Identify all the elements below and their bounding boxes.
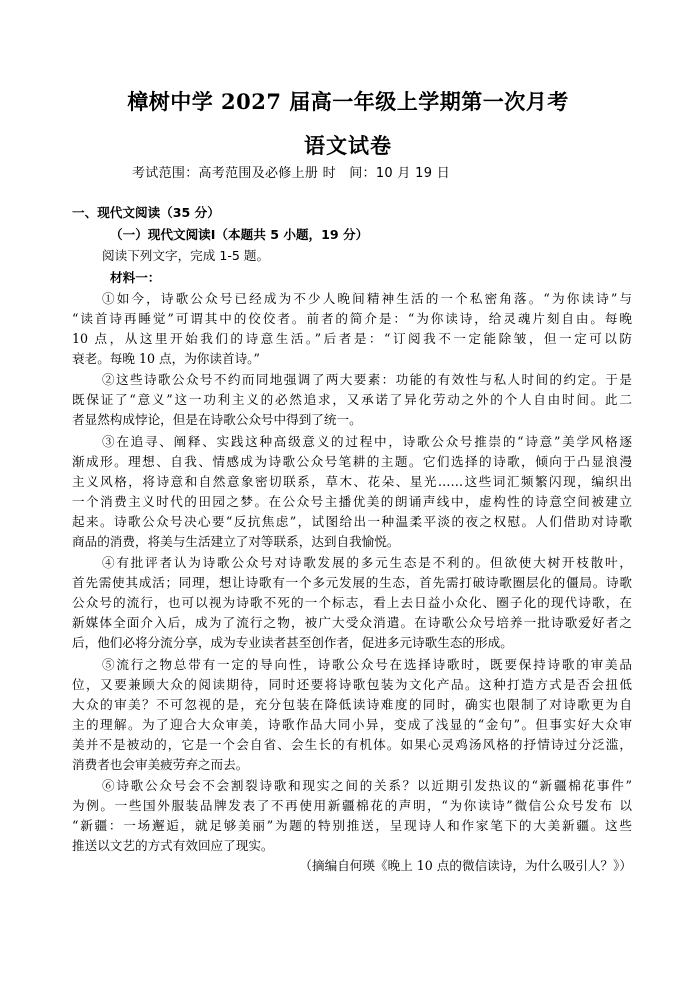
paragraph-line: 推送以文艺的方式有效回应了现实。 xyxy=(72,838,274,853)
paragraph-line: 后，他们必将分流分享，成为专业读者甚至创作者，促进多元诗歌生态的形成。 xyxy=(72,635,513,650)
paragraph-line: 美并不是被动的，它是一个会自省、会生长的有机体。如果心灵鸡汤风格的抒情诗过分泛滥， xyxy=(72,737,632,752)
paragraph-line: 10 点，从这里开始我们的诗意生活。”后者是：“订阅我不一定能除皱，但一定可以防 xyxy=(72,331,632,346)
paragraph-line: ③在追寻、阐释、实践这种高级意义的过程中，诗歌公众号推崇的“诗意”美学风格逐 xyxy=(102,434,632,449)
exam-subtitle: 语文试卷 xyxy=(304,133,392,158)
paragraph-line: 公众号的流行，也可以视为诗歌不死的一个标志，看上去日益小众化、圈子化的现代诗歌，在 xyxy=(72,595,632,610)
paragraph-line: 为例。一些国外服装品牌发表了不再使用新疆棉花的声明，“为你读诗”微信公众号发布 以 xyxy=(72,798,632,813)
exam-title: 樟树中学 2027 届高一年级上学期第一次月考 xyxy=(127,89,569,114)
paragraph-line: ①如今，诗歌公众号已经成为不少人晚间精神生活的一个私密角落。“为你读诗”与 xyxy=(102,291,632,306)
paragraph-line: 一个消费主义时代的田园之梦。在公众号主播优美的朗诵声线中，虚构性的诗意空间被建立 xyxy=(72,494,632,509)
paragraph-line: ②这些诗歌公众号不约而同地强调了两大要素：功能的有效性与私人时间的约定。于是 xyxy=(102,372,632,387)
sub-section-heading: （一）现代文阅读Ⅰ（本题共 5 小题，19 分） xyxy=(110,227,369,242)
paragraph-line: 衰老。每晚 10 点，为你读首诗。” xyxy=(72,351,260,366)
paragraph-line: 者显然构成悖论，但是在诗歌公众号中得到了统一。 xyxy=(72,412,362,427)
paragraph-line: “读首诗再睡觉”可谓其中的佼佼者。前者的简介是：“为你读诗，给灵魂片刻自由。每晚 xyxy=(72,311,632,326)
paragraph-line: ④有批评者认为诗歌公众号对诗歌发展的多元生态是不利的。但欲使大树开枝散叶， xyxy=(102,555,632,570)
paragraph-line: 大众的审美？不可忽视的是，充分包装在降低读诗难度的同时，确实也限制了对诗歌更为自 xyxy=(72,697,632,712)
paragraph-line: “新疆：一场邂逅，就足够美丽”为题的特别推送，呈现诗人和作家笔下的大美新疆。这些 xyxy=(72,818,632,833)
paragraph-line: 位，又要兼顾大众的阅读期待，同时还要将诗歌包装为文化产品。这种打造方式是否会扭低 xyxy=(72,677,632,692)
paragraph-line: 首先需使其成活；同理，想让诗歌有一个多元发展的生态，首先需打破诗歌圈层化的僵局。诗歌 xyxy=(72,575,632,590)
paragraph-line: 商品的消费，将美与生活建立了对等联系，达到自我愉悦。 xyxy=(72,534,400,549)
section-heading: 一、现代文阅读（35 分） xyxy=(72,205,220,220)
paragraph-line: 渐成形。理想、自我、情感成为诗歌公众号笔耕的主题。它们选择的诗歌，倾向于凸显浪漫 xyxy=(72,454,632,469)
source-citation: （摘编自何瑛《晚上 10 点的微信读诗，为什么吸引人？》） xyxy=(299,858,632,873)
paragraph-line: 起来。诗歌公众号决心要“反抗焦虑”，试图给出一种温柔平淡的夜之权慰。人们借助对诗歌 xyxy=(72,514,632,529)
paragraph-line: ⑤流行之物总带有一定的导向性，诗歌公众号在选择诗歌时，既要保持诗歌的审美品 xyxy=(102,657,632,672)
reading-instruction: 阅读下列文字，完成 1-5 题。 xyxy=(102,248,270,263)
exam-range-info: 考试范围：高考范围及必修上册 时 间：10 月 19 日 xyxy=(132,166,451,181)
paragraph-line: ⑥诗歌公众号会不会割裂诗歌和现实之间的关系？以近期引发热议的“新疆棉花事件” xyxy=(102,778,632,793)
paragraph-line: 新媒体全面介入后，成为了流行之物，被广大受众消遣。在诗歌公众号培养一批诗歌爱好者之 xyxy=(72,615,632,630)
paragraph-line: 既保证了“意义”这一功利主义的必然追求，又承诺了异化劳动之外的个人自由时间。此二 xyxy=(72,392,632,407)
material-label: 材料一： xyxy=(110,270,161,285)
paragraph-line: 消费者也会审美疲劳弃之而去。 xyxy=(72,757,249,772)
paragraph-line: 主义风格，将诗意和自然意象密切联系，草木、花朵、星光……这些词汇频繁闪现，编织出 xyxy=(72,474,632,489)
paragraph-line: 主的理解。为了迎合大众审美，诗歌作品大同小异，变成了浅显的“金句”。但事实好大众审 xyxy=(72,717,632,732)
